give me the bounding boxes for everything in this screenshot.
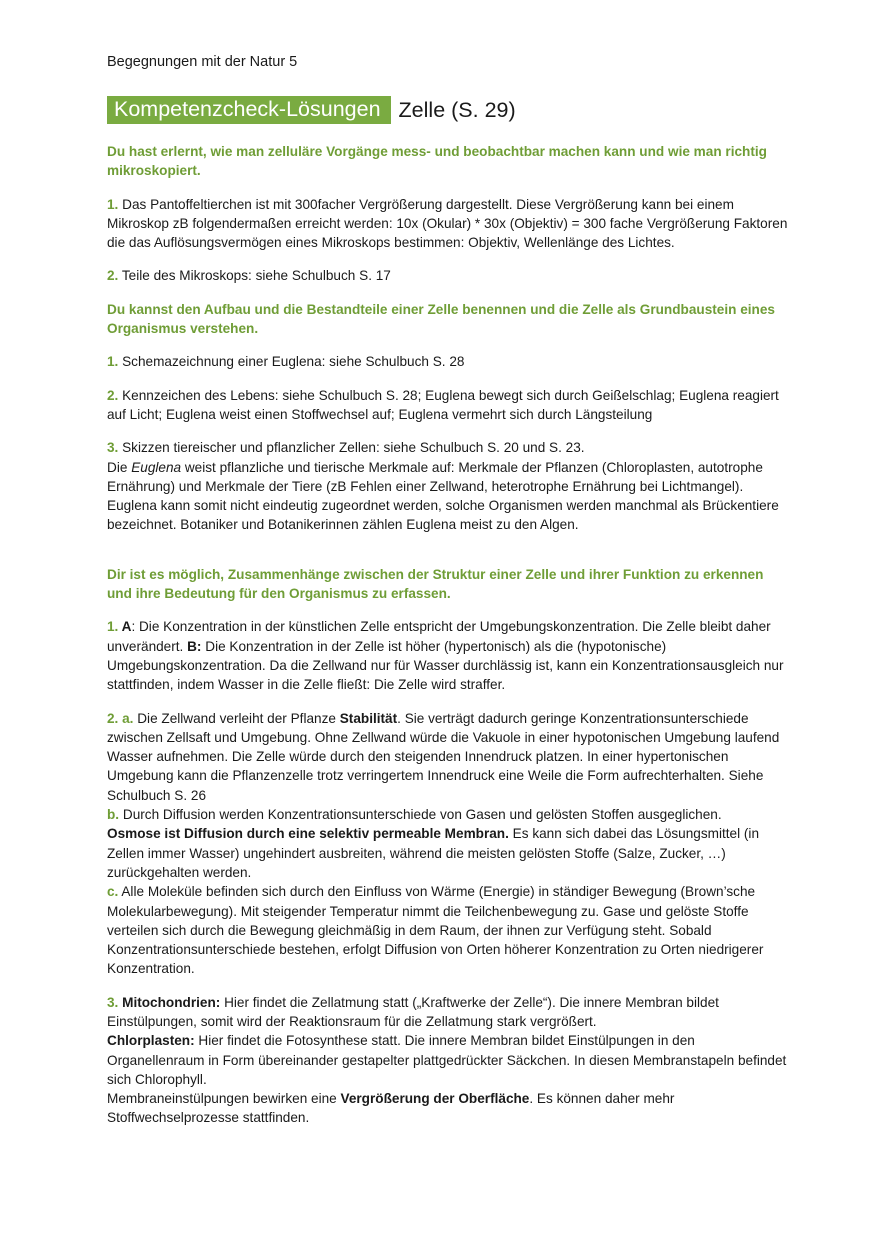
answer-text: Kennzeichen des Lebens: siehe Schulbuch S. 28; Euglena bewegt sich durch Geißelschlag; Euglena reagiert auf Licht; Euglena weist einen Stoffwechsel auf; Euglena vermehrt sich durch Längsteilung [107,387,779,422]
item-number: 1. [107,196,119,212]
answer-text: Schemazeichnung einer Euglena: siehe Schulbuch S. 28 [118,354,465,370]
item-number: 3. [107,440,119,456]
answer-2-3 [107,438,789,534]
item-number: 3. [107,994,119,1010]
bold-term: Chlorplasten: [107,1033,195,1049]
item-number: 1. [107,354,119,370]
answer-text: . Es können daher mehr Stoffwechselprozesse stattfinden. [107,1091,675,1126]
answer-text: Durch Diffusion werden Konzentrationsunterschiede von Gasen und gelösten Stoffen ausgeglichen. [119,807,722,823]
page-title [107,96,516,124]
answer-3-1 [107,617,789,694]
answer-text: Die Zellwand verleiht der Pflanze [133,710,340,726]
title-highlight: Kompetenzcheck-Lösungen [107,96,391,124]
answer-3-2 [107,709,789,979]
answer-text: Alle Moleküle befinden sich durch den Einfluss von Wärme (Energie) in ständiger Bewegung (Brown’sche Molekularbewegung). Mit steigender Temperatur nimmt die Teilchenbewegung zu. Gase und gelöste Stoffe verteilen sich durch die Bewegung gleichmäßig in dem Raum, der ihnen zur Verfügung steht. Sobald Konzentrationsunterschiede bestehen, erfolgt Diffusion von Orten höherer Konzentration zu Orten niedrigerer Konzentration. [107,884,764,977]
bold-term: Mitochondrien: [118,994,221,1010]
answer-1-1 [107,195,789,253]
answer-text: Das Pantoffeltierchen ist mit 300facher Vergrößerung dargestellt. Diese Vergrößerung kann bei einem Mikroskop zB folgendermaßen erreicht werden: 10x (Okular) * 30x (Objektiv) = 300 fache Vergrößerung Faktoren die das Auflösungsvermögen eines Mikroskops bestimmen: Objektiv, Wellenlänge des Lichtes. [107,196,788,251]
title-topic: Zelle (S. 29) [398,97,516,122]
item-number: b. [107,807,120,823]
answer-text: Skizzen tiereischer und pflanzlicher Zellen: siehe Schulbuch S. 20 und S. 23. [118,440,585,456]
bold-term: Vergrößerung der Oberfläche [340,1091,530,1107]
item-number: c. [107,884,119,900]
item-number: 2. [107,268,119,284]
answer-3-3 [107,993,789,1128]
italic-term: Euglena [131,459,182,475]
competence-goal-3: Dir ist es möglich, Zusammenhänge zwischen der Struktur einer Zelle und ihrer Funktion zu erkennen und ihre Bedeutung für den Organismus zu erfassen. [107,566,764,602]
answer-text: Die Konzentration in der Zelle ist höher (hypertonisch) als die (hypotonische) Umgebungskonzentration. Da die Zellwand nur für Wasser durchlässig ist, kann ein Konzentrationsausgleich nur stattfinden, indem Wasser in die Zelle fließt: Die Zelle wird straffer. [107,638,784,693]
bold-term: Stabilität [339,710,398,726]
answer-text: . Sie verträgt dadurch geringe Konzentrationsunterschiede zwischen Zellsaft und Umgebung. Ohne Zellwand würde die Vakuole in einer hypotonischen Umgebung laufend Wasser aufnehmen. Die Zelle würde durch den steigenden Innendruck platzen. In einer hypertonischen Umgebung kann die Pflanzenzelle trotz verringertem Innendruck eine Weile die Form aufrechterhalten. Siehe Schulbuch S. 26 [107,710,780,803]
competence-goal-2: Du kannst den Aufbau und die Bestandteile einer Zelle benennen und die Zelle als Grundbaustein eines Organismus verstehen. [107,301,775,337]
answer-text: Hier findet die Zellatmung statt („Kraftwerke der Zelle“). Die innere Membran bildet Einstülpungen, somit wird der Reaktionsraum für die Zellatmung stark vergrößert. [107,994,719,1029]
answer-text: Teile des Mikroskops: siehe Schulbuch S. 17 [118,268,391,284]
answer-text: : Die Konzentration in der künstlichen Zelle entspricht der Umgebungskonzentration. Die Zelle bleibt daher unverändert. [107,619,771,654]
bold-term: Osmose ist Diffusion durch eine selektiv permeable Membran. [107,826,509,842]
answer-text: Hier findet die Fotosynthese statt. Die innere Membran bildet Einstülpungen in den Organellenraum in Form übereinander gestapelter plattgedrückter Säckchen. In diesen Membranstapeln befindet sich Chlorophyll. [107,1033,787,1087]
answer-text: Die [107,459,132,475]
competence-goal-1: Du hast erlernt, wie man zelluläre Vorgänge mess- und beobachtbar machen kann und wie man richtig mikroskopiert. [107,144,767,179]
answer-2-2 [107,386,789,425]
answer-text: weist pflanzliche und tierische Merkmale auf: Merkmale der Pflanzen (Chloroplasten, autotrophe Ernährung) und Merkmale der Tiere (zB Fehlen einer Zellwand, heterotrophe Ernährung bei Lichtmangel). Euglena kann somit nicht eindeutig zugeordnet werden, solche Organismen werden manchmal als Brückentiere bezeichnet. Botaniker und Botanikerinnen zählen Euglena meist zu den Algen. [107,459,779,533]
bold-term: B: [187,638,202,654]
book-title: Begegnungen mit der Natur 5 [107,54,298,70]
answer-text: Es kann sich dabei das Lösungsmittel (in Zellen immer Wasser) ungehindert ausbreiten, während die meisten gelösten Stoffe (Salze, Zucker, …) zurückgehalten werden. [107,826,760,880]
answer-text: Membraneinstülpungen bewirken eine [107,1091,341,1107]
document-body [107,142,789,1142]
answer-1-2 [107,266,789,285]
item-number: 2. a. [107,710,134,726]
item-number: 1. [107,619,119,635]
item-number: 2. [107,387,119,403]
answer-2-1 [107,352,789,371]
bold-term: A [118,619,132,635]
